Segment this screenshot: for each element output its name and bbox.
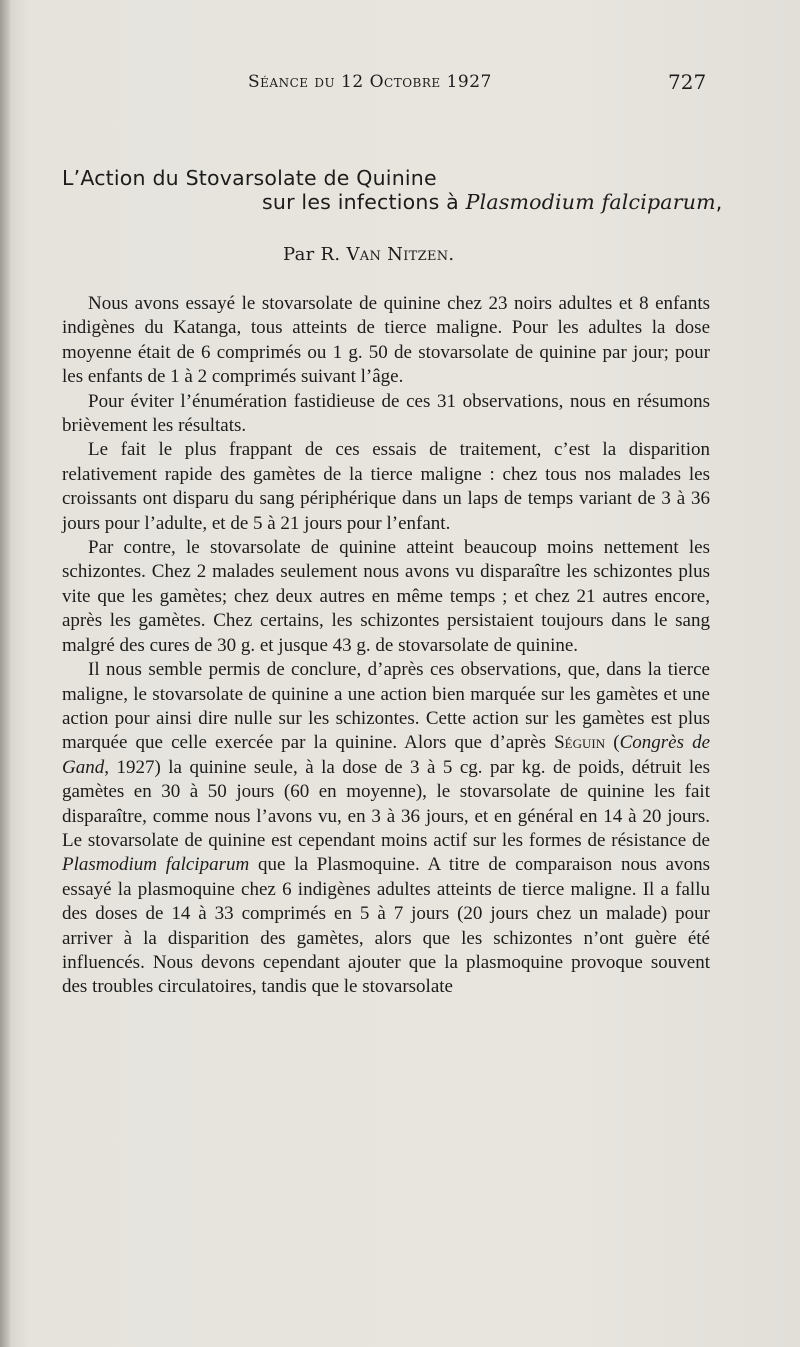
cited-work: Congrès de Gand bbox=[62, 732, 711, 778]
paragraph-4: Par contre, le stovarsolate de quinine atteint beaucoup moins nettement les schizontes. Chez 2 malades seulement nous avons vu disparaître les schizontes plus vite que les gamètes; chez deux autres en même temps ; et chez 21 autres encore, après les gamètes. Chez certains, les schizontes persistaient toujours dans le sang malgré des cures de 30 g. et jusque 43 g. de stovarsolate de quinine. bbox=[62, 537, 710, 656]
paragraph-3: Le fait le plus frappant de ces essais de traitement, c’est la disparition relativement rapide des gamètes de la tierce maligne : chez tous nos malades les croissants ont disparu du sang périphérique dans un laps de temps variant de 3 à 36 jours pour l’adulte, et de 5 à 21 jours pour l’enfant. bbox=[62, 439, 710, 534]
page-number: 727 bbox=[668, 70, 707, 94]
title-suffix: , bbox=[715, 190, 723, 214]
paragraph-5-part-d: que la Plasmoquine. A titre de comparaison nous avons essayé la plasmoquine chez 6 indigènes adultes atteints de tierce maligne. Il a fallu des doses de 14 à 33 comprimés en 5 à 7 jours (20 jours chez un malade) pour arriver à la disparition des gamètes, alors que les schizontes n’ont guère été influencés. Nous devons cependant ajouter que la plasmoquine provoque souvent des troubles circulatoires, tandis que le stovarsolate bbox=[62, 854, 710, 998]
byline bbox=[283, 244, 454, 265]
byline-suffix: . bbox=[448, 244, 455, 265]
running-head: Séance du 12 Octobre 1927 bbox=[248, 72, 492, 92]
paragraph-5 bbox=[62, 658, 710, 1000]
paragraph-1: Nous avons essayé le stovarsolate de quinine chez 23 noirs adultes et 8 enfants indigènes du Katanga, tous atteints de tierce maligne. Pour les adultes la dose moyenne était de 6 comprimés ou 1 g. 50 de stovarsolate de quinine par jour; pour les enfants de 1 à 2 comprimés suivant l’âge. bbox=[62, 293, 710, 388]
article-title-line-2 bbox=[262, 190, 722, 214]
paragraph-5-part-c: , 1927) la quinine seule, à la dose de 3 à 5 cg. par kg. de poids, détruit les gamètes en 30 à 50 jours (60 en moyenne), le stovarsolate de quinine les fait disparaître, comme nous l’avons vu, en 3 à 36 jours, et en général en 14 à 20 jours. Le stovarsolate de quinine est cependant moins actif sur les formes de résistance de bbox=[62, 756, 710, 851]
title-species: Plasmodium falciparum bbox=[465, 190, 716, 214]
paragraph-5-part-a: Il nous semble permis de conclure, d’après ces observations, que, dans la tierce maligne, le stovarsolate de quinine a une action bien marquée sur les gamètes et une action pour ainsi dire nulle sur les schizontes. Cette action sur les gamètes est plus marquée que celle exercée par la quinine. Alors que d’après bbox=[62, 659, 710, 754]
title-prefix: sur les infections à bbox=[262, 190, 466, 214]
article-body bbox=[62, 292, 710, 1000]
article-title-line-1: L’Action du Stovarsolate de Quinine bbox=[62, 166, 437, 190]
paragraph-2: Pour éviter l’énumération fastidieuse de ces 31 observations, nous en résumons brièvement les résultats. bbox=[62, 390, 710, 437]
paragraph-5-part-b: ( bbox=[605, 732, 620, 754]
binding-gutter bbox=[0, 0, 10, 1347]
species-name: Plasmodium falciparum bbox=[62, 854, 250, 876]
cited-author: Séguin bbox=[554, 732, 606, 754]
byline-author: Van Nitzen bbox=[346, 244, 449, 265]
byline-prefix: Par R. bbox=[283, 244, 347, 265]
